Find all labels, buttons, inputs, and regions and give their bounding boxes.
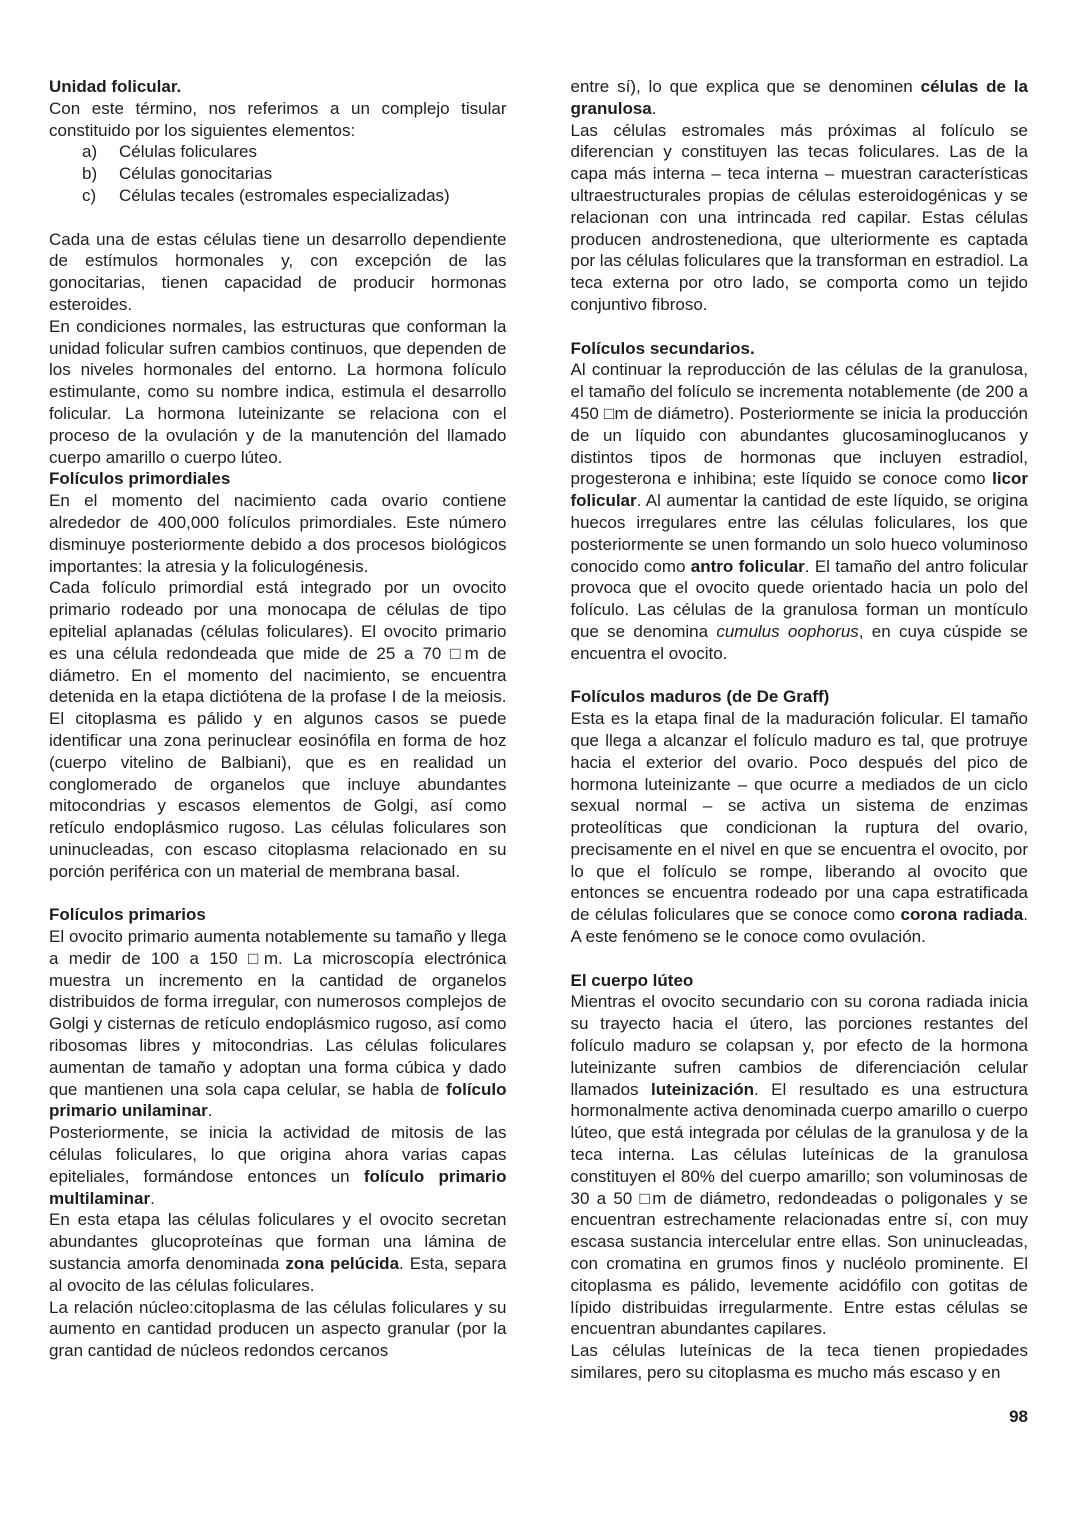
blank-line bbox=[571, 948, 1029, 970]
paragraph: En esta etapa las células foliculares y el ovocito secretan abundantes glucoproteínas que forman una lámina de sustancia amorfa denominada zona pelúcida. Esta, separa al ovocito de las células foliculares. bbox=[49, 1210, 507, 1295]
blank-line bbox=[49, 882, 507, 904]
paragraph: En el momento del nacimiento cada ovario contiene alrededor de 400,000 folículos primordiales. Este número disminuye posteriormente debido a dos procesos biológicos importantes: la atresia y la foliculogénesis. bbox=[49, 491, 507, 576]
list-item-text: Células foliculares bbox=[119, 142, 257, 162]
right-column bbox=[571, 76, 1029, 1427]
section-heading: Folículos primarios bbox=[49, 905, 206, 925]
paragraph: Las células estromales más próximas al folículo se diferencian y constituyen las tecas foliculares. Las de la capa más interna – teca interna – muestran características ultraestructurales propias de células esteroidogénicas y se relacionan con una intrincada red capilar. Estas células producen androstenediona, que ulteriormente es captada por las células foliculares que la transforman en estradiol. La teca externa por otro lado, se comporta como un tejido conjuntivo fibroso. bbox=[570, 120, 1028, 314]
paragraph: En condiciones normales, las estructuras que conforman la unidad folicular sufren cambios continuos, que dependen de los niveles hormonales del entorno. La hormona folículo estimulante, como su nombre indica, estimula el desarrollo folicular. La hormona luteinizante se relaciona con el proceso de la ovulación y de la manutención del llamado cuerpo amarillo o cuerpo lúteo. bbox=[49, 316, 507, 467]
section-heading: El cuerpo lúteo bbox=[570, 970, 694, 990]
paragraph: El ovocito primario aumenta notablemente su tamaño y llega a medir de 100 a 150 □m. La microscopía electrónica muestra un incremento en la cantidad de organelos distribuidos de forma irregular, con numerosos complejos de Golgi y cisternas de retículo endoplásmico rugoso, así como ribosomas libres y mitocondrias. Las células foliculares aumentan de tamaño y adoptan una forma cúbica y dado que mantienen una sola capa celular, se habla de folículo primario unilaminar. bbox=[49, 927, 507, 1121]
lettered-list bbox=[49, 141, 507, 206]
paragraph: La relación núcleo:citoplasma de las células foliculares y su aumento en cantidad producen un aspecto granular (por la gran cantidad de núcleos redondos cercanos bbox=[49, 1297, 507, 1361]
paragraph: Cada una de estas células tiene un desarrollo dependiente de estímulos hormonales y, con excepción de las gonocitarias, tienen capacidad de producir hormonas esteroides. bbox=[49, 229, 507, 314]
section-heading: Folículos primordiales bbox=[49, 469, 231, 489]
left-column bbox=[49, 76, 507, 1427]
list-item bbox=[49, 141, 507, 163]
paragraph: entre sí), lo que explica que se denominen células de la granulosa. bbox=[570, 77, 1028, 118]
blank-line bbox=[49, 207, 507, 229]
list-item bbox=[49, 163, 507, 185]
list-item-text: Células tecales (estromales especializadas) bbox=[119, 185, 450, 205]
list-marker: c) bbox=[82, 185, 97, 205]
paragraph: Las células luteínicas de la teca tienen propiedades similares, pero su citoplasma es mucho más escaso y en bbox=[570, 1341, 1028, 1383]
list-item-text: Células gonocitarias bbox=[119, 164, 273, 184]
paragraph: Esta es la etapa final de la maduración folicular. El tamaño que llega a alcanzar el folículo maduro es tal, que protruye hacia el exterior del ovario. Poco después del pico de hormona luteinizante – que ocurre a mediados de un ciclo sexual normal – se activa un sistema de enzimas proteolíticas que condicionan la ruptura del ovario, precisamente en el nivel en que se encuentra el ovocito, por lo que el folículo se rompe, liberando al ovocito que entonces se encuentra rodeado por una capa estratificada de células foliculares que se conoce como corona radiada. A este fenómeno se le conoce como ovulación. bbox=[570, 709, 1028, 947]
list-marker: a) bbox=[82, 142, 98, 162]
paragraph: Al continuar la reproducción de las células de la granulosa, el tamaño del folículo se incrementa notablemente (de 200 a 450 □m de diámetro). Posteriormente se inicia la producción de un líquido con abundantes glucosaminoglucanos y distintos tipos de hormonas que incluyen estradiol, progesterona e inhibina; este líquido se conoce como licor folicular. Al aumentar la cantidad de este líquido, se origina huecos irregulares entre las células foliculares, los que posteriormente se unen formando un solo hueco voluminoso conocido como antro folicular. El tamaño del antro folicular provoca que el ovocito quede orientado hacia un polo del folículo. Las células de la granulosa forman un montículo que se denomina cumulus oophorus, en cuya cúspide se encuentra el ovocito. bbox=[570, 360, 1028, 663]
blank-line bbox=[571, 665, 1029, 687]
section-heading: Folículos maduros (de De Graff) bbox=[570, 687, 830, 707]
blank-line bbox=[571, 316, 1029, 338]
two-column-layout bbox=[49, 76, 1028, 1427]
section-heading: Unidad folicular. bbox=[49, 77, 182, 96]
section-heading: Folículos secundarios. bbox=[570, 338, 755, 358]
paragraph: Con este término, nos referimos a un complejo tisular constituido por los siguientes elementos: bbox=[49, 98, 507, 140]
list-marker: b) bbox=[82, 164, 98, 184]
page-number: 98 bbox=[1009, 1406, 1028, 1426]
paragraph: Cada folículo primordial está integrado por un ovocito primario rodeado por una monocapa de células de tipo epitelial aplanadas (células foliculares). El ovocito primario es una célula redondeada que mide de 25 a 70 □m de diámetro. En el momento del nacimiento, se encuentra detenida en la etapa dictiótena de la profase I de la meiosis. El citoplasma es pálido y en algunos casos se puede identificar una zona perinuclear eosinófila en forma de hoz (cuerpo vitelino de Balbiani), que es en realidad un conglomerado de organelos que incluye abundantes mitocondrias y escasos elementos de Golgi, así como retículo endoplásmico rugoso. Las células foliculares son uninucleadas, con escaso citoplasma relacionado en su porción periférica con un material de membrana basal. bbox=[49, 578, 507, 881]
list-item bbox=[49, 185, 507, 207]
paragraph: Posteriormente, se inicia la actividad de mitosis de las células foliculares, lo que origina ahora varias capas epiteliales, formándose entonces un folículo primario multilaminar. bbox=[49, 1123, 507, 1208]
paragraph: Mientras el ovocito secundario con su corona radiada inicia su trayecto hacia el útero, las porciones restantes del folículo maduro se colapsan y, por efecto de la hormona luteinizante sufren cambios de diferenciación celular llamados luteinización. El resultado es una estructura hormonalmente activa denominada cuerpo amarillo o cuerpo lúteo, que está integrada por células de la granulosa y de la teca interna. Las células luteínicas de la granulosa constituyen el 80% del cuerpo amarillo; son voluminosas de 30 a 50 □m de diámetro, redondeadas o poligonales y se encuentran estrechamente relacionadas entre sí, con muy escasa sustancia intercelular entre ellas. Son uninucleadas, con cromatina en grumos finos y nucléolo prominente. El citoplasma es pálido, levemente acidófilo con gotitas de lípido distribuidas irregularmente. Entre estas células se encuentran abundantes capilares. bbox=[570, 992, 1029, 1339]
